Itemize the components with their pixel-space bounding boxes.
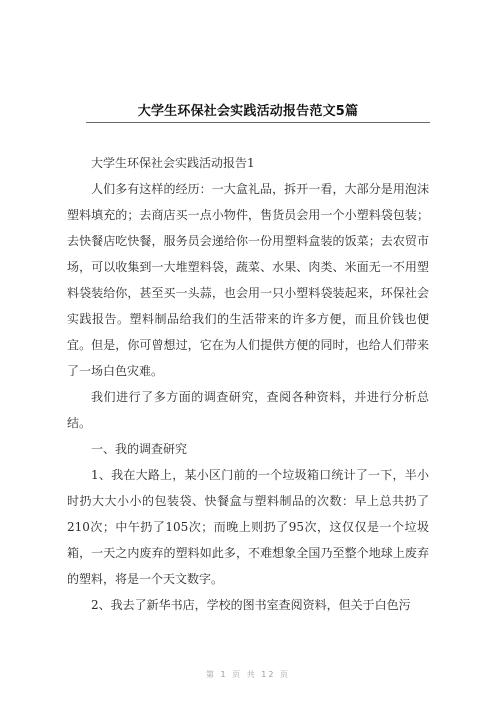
page-footer: 第 1 页 共 12 页 bbox=[206, 670, 290, 679]
body-paragraph: 人们多有这样的经历：一大盒礼品，拆开一看，大部分是用泡沫塑料填充的；去商店买一点小物件，售货员会用一个小塑料袋包装；去快餐店吃快餐，服务员会递给你一份用塑料盒装的饭菜；去农贸市场，可以收集到一大堆塑料袋，蔬菜、水果、肉类、米面无一不用塑料袋装给你，甚至买一头蒜，也会用一只小塑料袋装起来，环保社会实践报告。塑料制品给我们的生活带来的许多方便，而且价钱也便宜。但是，你可曾想过，它在为人们提供方便的同时，也给人们带来了一场白色灾难。 bbox=[67, 182, 429, 378]
body-paragraph: 1、我在大路上，某小区门前的一个垃圾箱口统计了一下，半小时扔大大小小的包装袋、快餐盒与塑料制品的次数：早上总共扔了210次；中午扔了105次；而晚上则扔了95次，这仅仅是一个垃圾箱，一天之内废弃的塑料如此多，不难想象全国乃至整个地球上废弃的塑料，将是一个天文数字。 bbox=[67, 468, 429, 586]
subsection-heading: 一、我的调查研究 bbox=[91, 442, 188, 456]
body-paragraph: 2、我去了新华书店，学校的图书室查阅资料，但关于白色污 bbox=[91, 598, 411, 612]
body-paragraph: 我们进行了多方面的调查研究，查阅各种资料，并进行分析总结。 bbox=[67, 390, 429, 430]
document-body bbox=[67, 150, 429, 618]
document-title: 大学生环保社会实践活动报告范文5篇 bbox=[137, 104, 359, 119]
title-divider bbox=[86, 122, 430, 123]
section-heading: 大学生环保社会实践活动报告1 bbox=[91, 156, 255, 170]
